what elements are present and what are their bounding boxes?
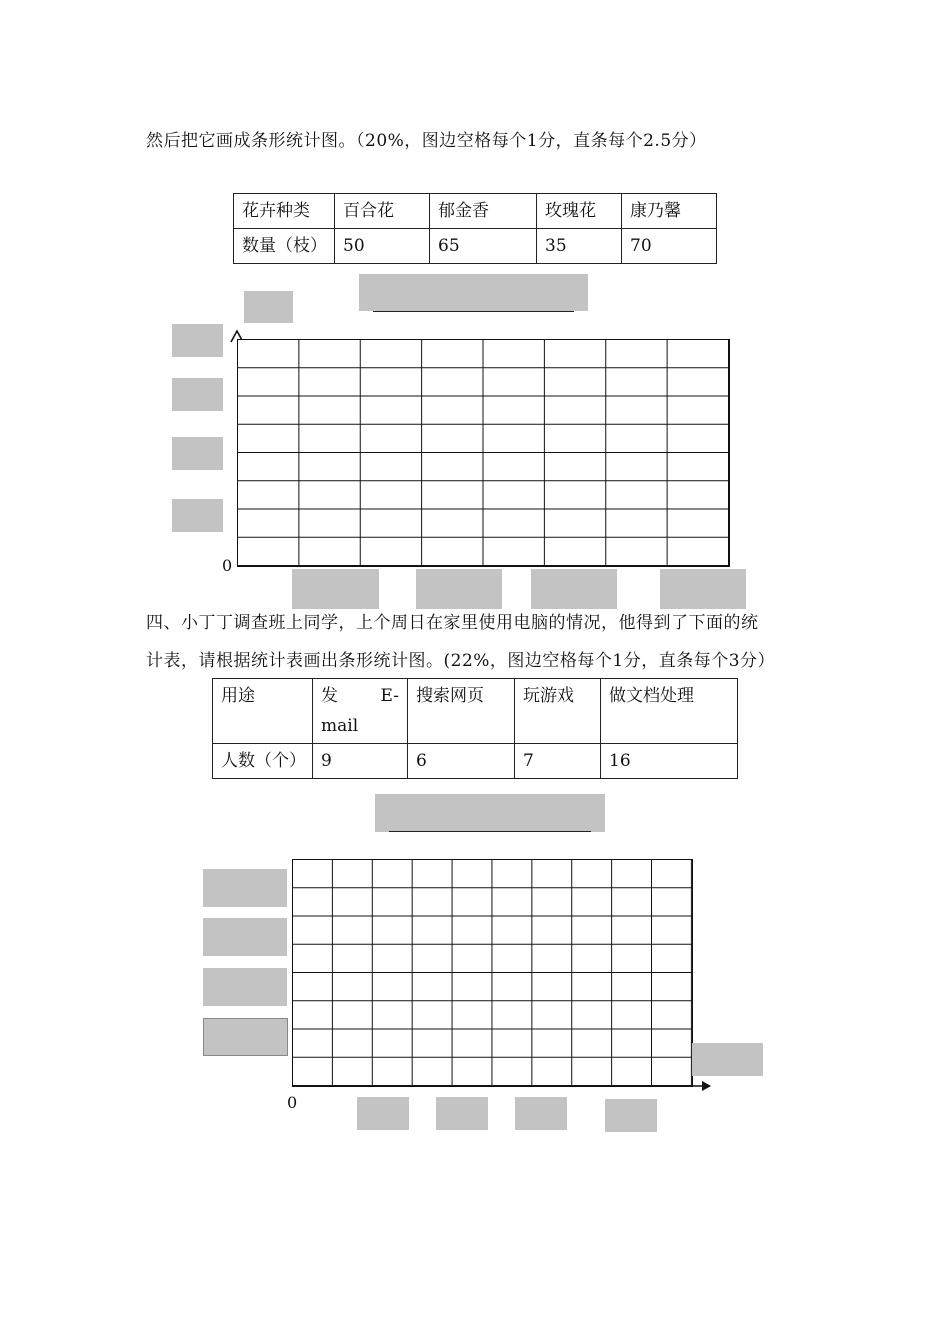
table-cell: 玩游戏: [515, 679, 601, 744]
chart1-x-label-blank[interactable]: [660, 569, 746, 609]
chart2-origin-label: 0: [287, 1093, 298, 1112]
chart2-y-label-blank[interactable]: [203, 968, 287, 1006]
table-cell: 玫瑰花: [537, 194, 622, 229]
table-cell-part: mail: [321, 716, 359, 736]
chart2-grid[interactable]: [292, 859, 693, 1087]
table-cell: 50: [335, 229, 430, 264]
chart2-x-label-blank[interactable]: [357, 1097, 409, 1130]
chart1-title-underline: [373, 311, 574, 312]
table-cell: 数量（枝）: [234, 229, 335, 264]
flower-table: [233, 193, 717, 264]
chart2-title-blank[interactable]: [375, 794, 605, 832]
table-cell: 7: [515, 744, 601, 779]
chart2-x-label-blank[interactable]: [515, 1097, 567, 1130]
table-cell: 百合花: [335, 194, 430, 229]
chart2-y-label-blank[interactable]: [203, 918, 287, 956]
table-cell: 用途: [213, 679, 313, 744]
table-cell: 康乃馨: [622, 194, 717, 229]
chart1-y-label-blank[interactable]: [172, 378, 223, 411]
table-cell: 6: [408, 744, 515, 779]
question4-line1: 四、小丁丁调查班上同学，上个周日在家里使用电脑的情况，他得到了下面的统: [146, 613, 759, 633]
chart2-x-axis-arrow-icon: [690, 1077, 714, 1097]
table-row: [234, 229, 717, 264]
chart2-y-label-blank[interactable]: [203, 1018, 288, 1056]
table-cell: 人数（个）: [213, 744, 313, 779]
chart1-title-blank[interactable]: [359, 274, 588, 311]
table-cell: 做文档处理: [601, 679, 738, 744]
chart1-x-label-blank[interactable]: [292, 569, 379, 609]
table-cell: 搜索网页: [408, 679, 515, 744]
chart1-y-label-blank[interactable]: [172, 324, 223, 357]
table-cell: 70: [622, 229, 717, 264]
table-cell: 65: [430, 229, 537, 264]
table-cell: [313, 679, 408, 744]
chart1-y-label-blank[interactable]: [172, 499, 223, 532]
table-cell-part: 发: [321, 686, 338, 706]
table-cell: 35: [537, 229, 622, 264]
table-cell: 16: [601, 744, 738, 779]
chart1-y-label-blank[interactable]: [172, 437, 223, 470]
chart2-y-label-blank[interactable]: [203, 869, 287, 907]
table-cell: 花卉种类: [234, 194, 335, 229]
table-cell: 郁金香: [430, 194, 537, 229]
chart1-x-label-blank[interactable]: [416, 569, 502, 609]
chart1-x-label-blank[interactable]: [531, 569, 617, 609]
table-row: [213, 679, 738, 744]
chart2-x-label-blank[interactable]: [436, 1097, 488, 1130]
table-cell: 9: [313, 744, 408, 779]
chart2-unit-blank[interactable]: [692, 1043, 763, 1076]
chart1-origin-label: 0: [222, 556, 233, 575]
table-row: [234, 194, 717, 229]
chart1-unit-blank[interactable]: [244, 291, 293, 323]
chart1-grid[interactable]: [237, 339, 730, 567]
table-cell-part: E-: [380, 686, 399, 706]
computer-use-table: [212, 678, 738, 779]
chart2-title-underline: [389, 831, 591, 832]
intro-instruction: 然后把它画成条形统计图。（20%，图边空格每个1分，直条每个2.5分）: [146, 131, 707, 151]
chart2-x-label-blank[interactable]: [605, 1099, 657, 1132]
question4-line2: 计表，请根据统计表画出条形统计图。(22%，图边空格每个1分，直条每个3分）: [146, 651, 776, 671]
table-row: [213, 744, 738, 779]
